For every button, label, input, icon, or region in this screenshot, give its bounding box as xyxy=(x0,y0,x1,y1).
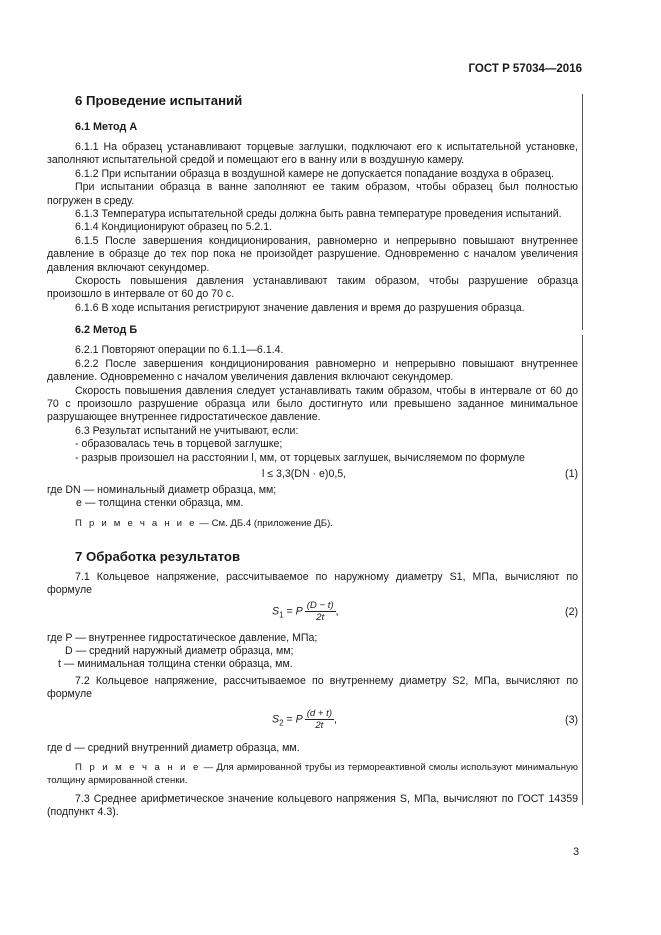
para-6-2-2: 6.2.2 После завершения кондиционирования равномерно и непрерывно повышают внутреннее давление. Одновременно с началом увеличения давления включают секундомер. xyxy=(47,357,578,384)
def-dn: где DN — номинальный диаметр образца, мм; xyxy=(47,483,277,496)
para-6-1-1: 6.1.1 На образец устанавливают торцевые заглушки, подключают его к испытательной установке, заполняют испытательной средой и помещают его в ванну или в воздушную камеру. xyxy=(47,141,578,167)
equation-3 xyxy=(47,706,578,736)
method-b-title: 6.2 Метод Б xyxy=(75,324,138,337)
equation-1-formula: l ≤ 3,3(DN · e)0,5, xyxy=(262,467,347,480)
para-6-1-5: 6.1.5 После завершения кондиционирования, равномерно и непрерывно повышают внутреннее давление в образце до тех пор пока не произойдет разрушение. Одновременно с началом увеличения давления включают секундомер. xyxy=(47,234,578,274)
def-p: где P — внутреннее гидростатическое давление, МПа; xyxy=(47,631,318,644)
bullet-1: - образовалась течь в торцевой заглушке; xyxy=(75,438,283,451)
note-1-label: П р и м е ч а н и е xyxy=(75,517,197,529)
equation-3-formula: $S_2 = P$ $\frac{(d + t)}{2t}$ , xyxy=(272,707,337,731)
para-6-1-2: 6.1.2 При испытании образца в воздушной камере не допускается попадание воздуха в образец. xyxy=(75,167,554,180)
note-2-label: П р и м е ч а н и е xyxy=(75,762,201,773)
def-d-outer: D — средний наружный диаметр образца, мм; xyxy=(65,644,294,657)
para-6-1-6: 6.1.6 В ходе испытания регистрируют значение давления и время до разрушения образца. xyxy=(75,301,525,314)
para-6-2-2b: Скорость повышения давления следует устанавливать таким образом, чтобы в интервале от 60 до 70 с произошло разрушение образца или было достигнуто или превышено заданное минимальное разрушающее внутреннее гидростатическое давление. xyxy=(47,384,578,424)
def-e: e — толщина стенки образца, мм. xyxy=(76,497,244,510)
para-7-2: 7.2 Кольцевое напряжение, рассчитываемое по внутреннему диаметру S2, МПа, вычисляют по формуле xyxy=(47,674,578,701)
equation-2-fraction: $\frac{(D - t)}{2t}$ xyxy=(306,599,334,623)
section-6-title: 6 Проведение испытаний xyxy=(75,93,243,108)
standard-code: ГОСТ Р 57034—2016 xyxy=(468,63,582,75)
def-d-inner: где d — средний внутренний диаметр образца, мм. xyxy=(47,741,300,754)
para-6-1-5b: Скорость повышения давления устанавливают таким образом, чтобы разрушение образца произошло в интервале от 60 до 70 с. xyxy=(47,275,578,301)
margin-rule-2 xyxy=(582,335,583,805)
note-1-text: — См. ДБ.4 (приложение ДБ). xyxy=(196,517,333,529)
equation-3-number: (3) xyxy=(565,713,578,726)
bullet-2: - разрыв произошел на расстоянии l, мм, от торцевых заглушек, вычисляемом по формуле xyxy=(75,451,525,464)
para-6-2-1: 6.2.1 Повторяют операции по 6.1.1—6.1.4. xyxy=(75,344,284,357)
note-2-text: — Для армированной трубы из термореактивной смолы используют минимальную толщину армированной стенки. xyxy=(47,762,578,786)
equation-2-number: (2) xyxy=(565,605,578,618)
para-6-1-4: 6.1.4 Кондиционируют образец по 5.2.1. xyxy=(75,221,273,234)
equation-2-formula: $S_1 = P$ $\frac{(D - t)}{2t}$ , xyxy=(272,599,339,623)
equation-2 xyxy=(47,598,578,628)
method-a-title: 6.1 Метод А xyxy=(75,121,138,133)
section-7-title: 7 Обработка результатов xyxy=(75,548,241,564)
equation-1-number: (1) xyxy=(565,467,578,480)
page-number: 3 xyxy=(573,846,579,858)
para-6-3: 6.3 Результат испытаний не учитывают, если: xyxy=(75,424,299,437)
margin-rule-1 xyxy=(582,94,583,330)
note-2 xyxy=(47,761,578,787)
para-7-1: 7.1 Кольцевое напряжение, рассчитываемое по наружному диаметру S1, МПа, вычисляют по формуле xyxy=(47,570,578,597)
para-7-3: 7.3 Среднее арифметическое значение кольцевого напряжения S, МПа, вычисляют по ГОСТ 14359 (подпункт 4.3). xyxy=(47,793,578,819)
def-t: t — минимальная толщина стенки образца, мм. xyxy=(58,658,293,671)
note-1 xyxy=(47,517,578,530)
para-6-1-2b: При испытании образца в ванне заполняют ее таким образом, чтобы образец был полностью погружен в среду. xyxy=(47,181,578,207)
equation-1 xyxy=(47,468,578,484)
para-6-1-3: 6.1.3 Температура испытательной среды должна быть равна температуре проведения испытаний. xyxy=(75,208,562,221)
equation-3-fraction: $\frac{(d + t)}{2t}$ xyxy=(306,707,333,731)
document-body xyxy=(47,92,578,820)
